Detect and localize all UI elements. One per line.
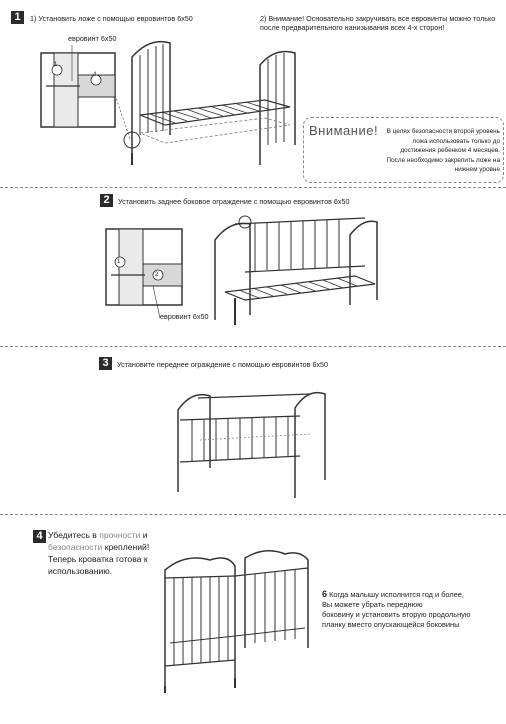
step-4-line4: использованию. — [48, 566, 113, 576]
step-1-caption: 1) Установить ложе с помощью евровинтов 6х50 — [30, 14, 193, 23]
step-1-note: 2) Внимание! Основательно закручивать все евровинты можно только после предварительного нанизывания всех 4-х сторон! — [260, 14, 496, 32]
step-4-crib-illustration — [160, 548, 320, 698]
step-4-line1-b: прочности — [99, 530, 141, 540]
step-1-detail-marker-4: 4 — [93, 72, 97, 78]
step-1-crib-illustration — [110, 35, 310, 175]
step-2-crib-illustration — [205, 210, 385, 330]
step-1-number: 1 — [11, 11, 24, 24]
step-1-detail-marker-1: 1 — [54, 62, 58, 68]
step-6-line2: Вы можете убрать переднюю — [322, 600, 423, 609]
step-4-line3: Теперь кроватка готова к — [48, 554, 148, 564]
step-6-text — [322, 589, 470, 630]
step-4-number: 4 — [33, 530, 46, 543]
step-4-line1-a: Убедитесь в — [48, 530, 100, 540]
step-4-text — [48, 529, 149, 577]
step-4-line2-a: безопасности — [48, 542, 103, 552]
step-6-line3: боковину и установить вторую продольную — [322, 610, 471, 619]
step-2-detail-marker-2: 2 — [155, 272, 159, 278]
step-3-number: 3 — [99, 357, 112, 370]
step-2-caption: Установить заднее боковое ограждение с помощью евровинтов 6х50 — [118, 197, 350, 206]
step-6-line1: Когда малышу исполнится год и более, — [329, 590, 464, 599]
step-2-detail-marker-1: 1 — [117, 259, 121, 265]
separator-2 — [0, 346, 506, 347]
step-3-crib-illustration — [170, 380, 330, 500]
step-4-line1-c: и — [140, 530, 148, 540]
separator-1 — [0, 187, 506, 188]
step-4-line2-b: креплений! — [102, 542, 150, 552]
step-6-number: 6 — [322, 589, 328, 599]
step-2-number: 2 — [100, 194, 113, 207]
step-2-detail-label: евровинт 6х50 — [160, 312, 209, 321]
separator-3 — [0, 514, 506, 515]
warning-text: В целях безопасности второй уровень ложа использовать только до достижения ребенком 4 месяцев. После необходимо закрепить ложе на нижнем уровне — [386, 128, 500, 173]
warning-title: Внимание! — [309, 123, 379, 138]
warning-box — [303, 117, 504, 183]
step-6-line4: планку вместо опускающейся боковины — [322, 620, 460, 629]
step-1-detail-label: евровинт 6х50 — [68, 34, 117, 43]
step-3-caption: Установите переднее ограждение с помощью евровинтов 6х50 — [117, 360, 329, 369]
